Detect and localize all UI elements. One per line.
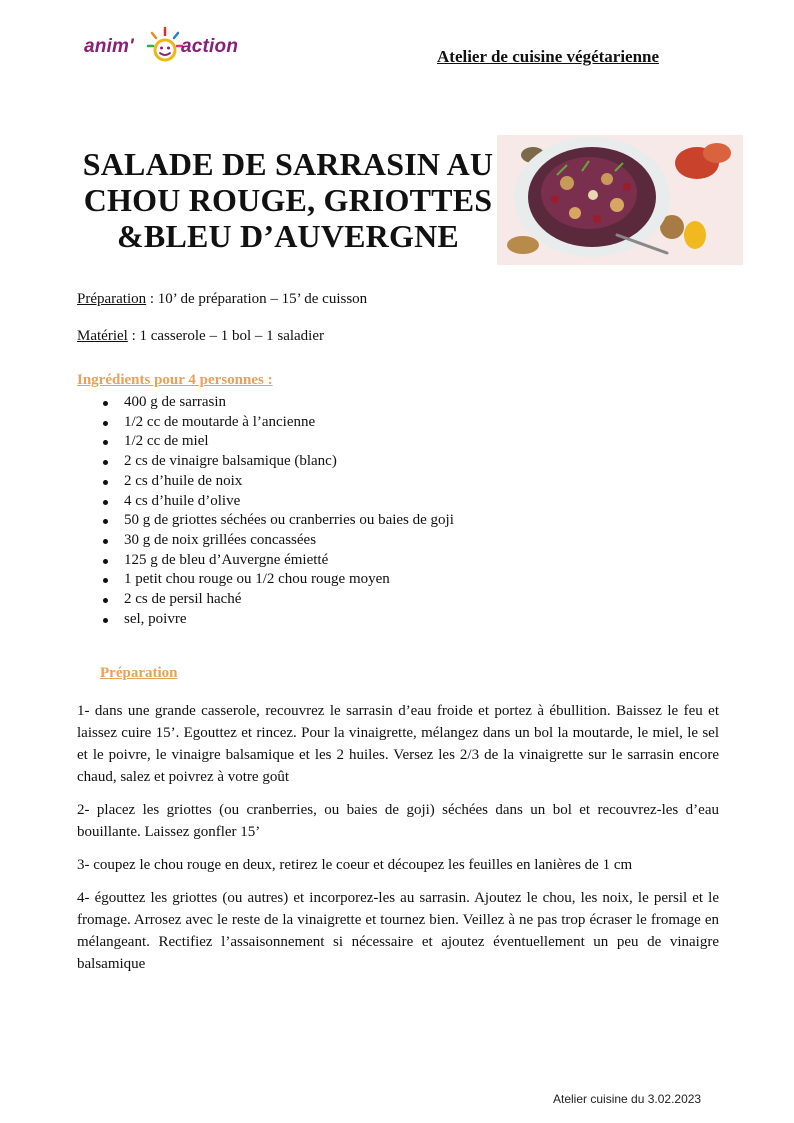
recipe-title: SALADE DE SARRASIN AU CHOU ROUGE, GRIOTTES &BLEU D’AUVERGNE (82, 146, 494, 254)
ingredient-item: 2 cs d’huile de noix (103, 472, 454, 492)
header-title: Atelier de cuisine végétarienne (437, 47, 660, 66)
logo-text-right: action (181, 36, 239, 57)
ingredient-item: 1/2 cc de moutarde à l’ancienne (103, 413, 454, 433)
ingredient-item: 30 g de noix grillées concassées (103, 531, 454, 551)
ingredient-item: 2 cs de vinaigre balsamique (blanc) (103, 452, 454, 472)
footer-text: Atelier cuisine du 3.02.2023 (553, 1092, 702, 1106)
preparation-time (77, 291, 367, 308)
ingredient-item: sel, poivre (103, 610, 454, 630)
materiel-label: Matériel (77, 328, 128, 344)
ingredient-item: 50 g de griottes séchées ou cranberries ou baies de goji (103, 511, 454, 531)
ingredient-item: 4 cs d’huile d’olive (103, 492, 454, 512)
ingredients-heading: Ingrédients pour 4 personnes : (77, 372, 273, 388)
preparation-step-4: 4- égouttez les griottes (ou autres) et incorporez-les au sarrasin. Ajoutez le chou, les noix, le persil et le fromage. Arrosez avec le reste de la vinaigrette et tournez bien. Veillez à ne pas trop écraser le fromage en mélangeant. Rectifiez l’assaisonnement si nécessaire et ajoutez éventuellement un peu de vinaigre balsamique (77, 890, 719, 972)
preparation-heading: Préparation (100, 665, 178, 681)
preparation-value: : 10’ de préparation – 15’ de cuisson (146, 291, 368, 307)
materiel-value: : 1 casserole – 1 bol – 1 saladier (127, 328, 325, 344)
materiel (77, 328, 324, 345)
ingredient-item: 400 g de sarrasin (103, 393, 454, 413)
preparation-step-2: 2- placez les griottes (ou cranberries, ou baies de goji) séchées dans un bol et recouvrez-les d’eau bouillante. Laissez gonfler 15’ (77, 802, 719, 840)
logo-sun-icon (146, 26, 184, 66)
preparation-step-3: 3- coupez le chou rouge en deux, retirez le coeur et découpez les feuilles en lanières de 1 cm (77, 857, 633, 873)
ingredients-list (103, 393, 454, 629)
anim-action-logo (84, 26, 254, 70)
ingredient-item: 125 g de bleu d’Auvergne émietté (103, 551, 454, 571)
logo-text-left: anim' (84, 36, 134, 57)
salad-image (497, 135, 743, 265)
preparation-step-1: 1- dans une grande casserole, recouvrez le sarrasin d’eau froide et portez à ébullition. Baissez le feu et laissez cuire 15’. Egouttez et rincez. Pour la vinaigrette, mélangez dans un bol la moutarde, le miel, le sel et le poivre, le vinaigre balsamique et les 2 huiles. Versez les 2/3 de la vinaigrette sur le sarrasin encore chaud, salez et poivrez à votre goût (77, 703, 719, 785)
preparation-label: Préparation (77, 291, 147, 307)
ingredient-item: 1/2 cc de miel (103, 432, 454, 452)
ingredient-item: 2 cs de persil haché (103, 590, 454, 610)
ingredient-item: 1 petit chou rouge ou 1/2 chou rouge moyen (103, 570, 454, 590)
salad-photo (497, 135, 743, 265)
